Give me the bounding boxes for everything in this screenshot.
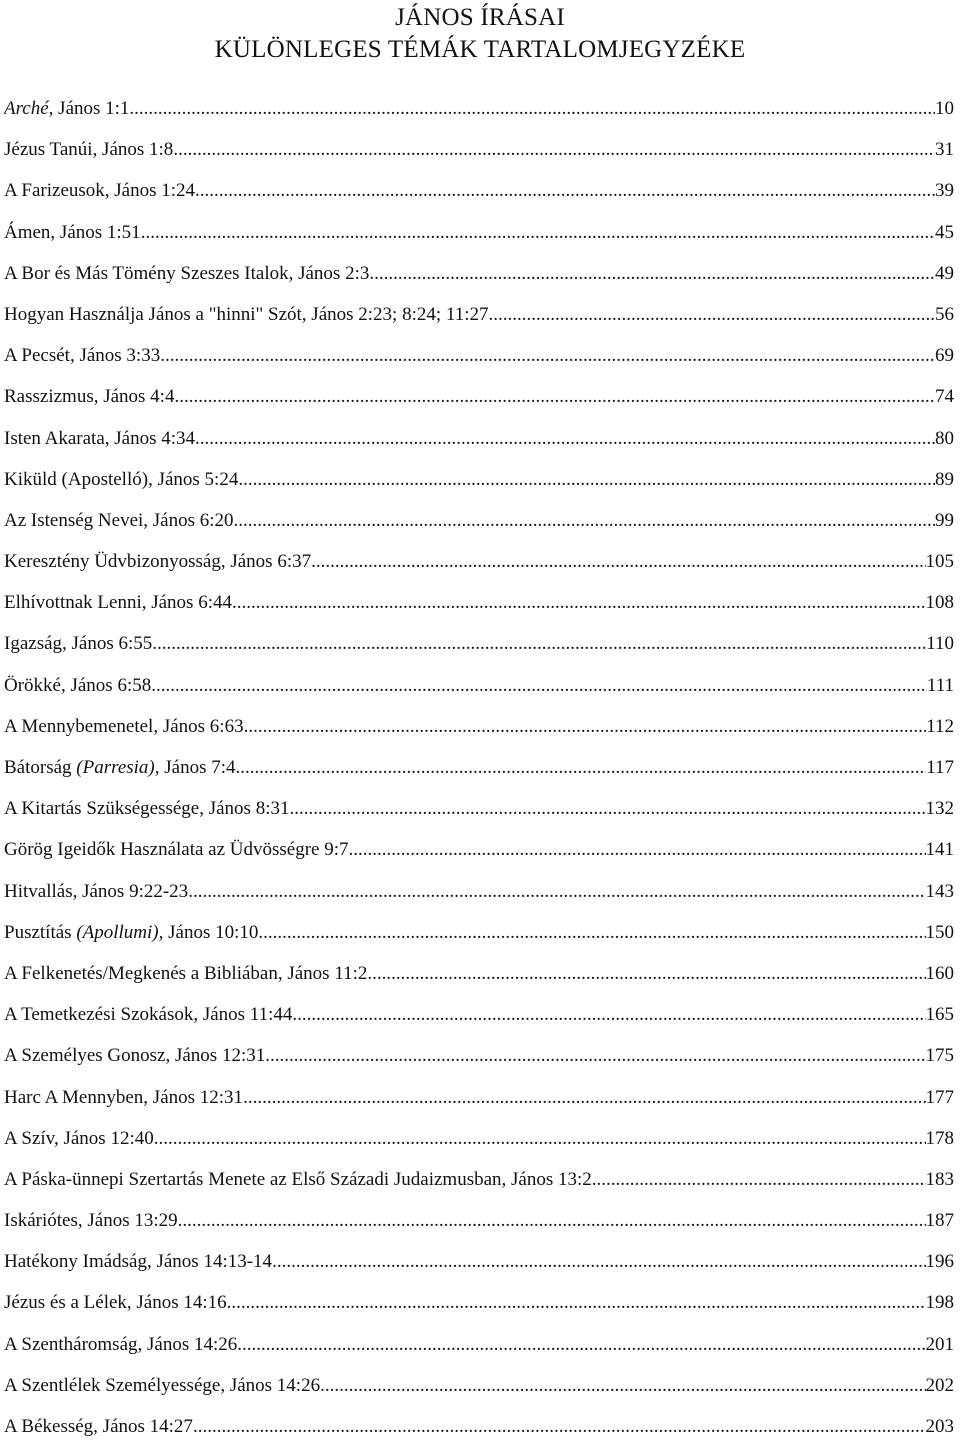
toc-entry[interactable] [4,582,954,623]
toc-entry-title [4,706,244,747]
toc-entry[interactable] [4,418,954,459]
toc-entry-title [4,871,188,912]
toc-entry-title [4,1200,178,1241]
toc-entry[interactable] [4,1282,954,1323]
toc-entry-page-number: 150 [925,921,954,943]
toc-entry-title-text: Jézus Tanúi, János 1:8 [4,139,174,161]
toc-entry-title-text: A Személyes Gonosz, János 12:31 [4,1045,266,1067]
toc-entry-title [4,747,236,788]
toc-entry-title [4,335,160,376]
toc-entry-title-text: Hogyan Használja János a "hinni" Szót, János 2:23; 8:24; 11:27 [4,303,489,325]
toc-entry-page-number: 39 [935,180,954,202]
toc-dot-leader [349,829,926,870]
toc-entry-title-text: A Felkenetés/Megkenés a Bibliában, János 11:2 [4,962,368,984]
toc-entry[interactable] [4,376,954,417]
toc-entry-title [4,1241,272,1282]
toc-entry-page-number: 177 [925,1086,954,1108]
toc-entry-title [4,541,311,582]
toc-entry[interactable] [4,1241,954,1282]
toc-entry-title-text: A Szentlélek Személyessége, János 14:26 [4,1374,321,1396]
toc-entry[interactable] [4,1200,954,1241]
toc-entry-page-number: 99 [935,509,954,531]
toc-entry-title [4,994,292,1035]
toc-entry-page-number: 165 [925,1004,954,1026]
toc-entry-title [4,1282,227,1323]
toc-dot-leader [289,788,925,829]
toc-dot-leader [188,871,925,912]
toc-entry[interactable] [4,1118,954,1159]
toc-dot-leader [272,1241,925,1282]
document-header [0,2,960,66]
toc-entry-page-number: 183 [925,1168,954,1190]
toc-entry-page-number: 105 [925,551,954,573]
toc-dot-leader [193,1406,926,1447]
toc-entry[interactable] [4,170,954,211]
toc-dot-leader [369,253,935,294]
toc-entry-title-text: Rasszizmus, János 4:4 [4,386,175,408]
toc-entry-title [4,376,174,417]
toc-dot-leader [244,706,927,747]
page-subtitle: KÜLÖNLEGES TÉMÁK TARTALOMJEGYZÉKE [214,36,746,63]
toc-entry-title [4,953,367,994]
toc-entry-title [4,1118,154,1159]
toc-entry[interactable] [4,747,954,788]
toc-entry-page-number: 111 [926,674,954,696]
toc-entry-title [4,88,129,129]
toc-entry-title-italic: Arché [4,98,49,119]
toc-entry-page-number: 175 [925,1045,954,1067]
toc-entry-page-number: 112 [926,715,954,737]
toc-dot-leader [154,1118,926,1159]
toc-dot-leader [195,170,935,211]
toc-entry-title-text: Isten Akarata, János 4:34 [4,427,196,449]
toc-entry-title [4,1406,193,1447]
toc-entry-title-text: Elhívottnak Lenni, János 6:44 [4,592,232,614]
toc-entry-title [4,129,173,170]
toc-dot-leader [236,747,927,788]
toc-entry[interactable] [4,871,954,912]
toc-entry-title [4,1077,243,1118]
page-title: JÁNOS ÍRÁSAI [395,4,565,31]
toc-entry-title-text: Görög Igeidők Használata az Üdvösségre 9:7 [4,839,349,861]
toc-entry-title [4,212,141,253]
toc-entry-title-text: A Farizeusok, János 1:24 [4,180,196,202]
toc-entry-title-text: Harc A Mennyben, János 12:31 [4,1086,244,1108]
toc-entry[interactable] [4,1035,954,1076]
toc-entry-page-number: 178 [925,1127,954,1149]
toc-entry[interactable] [4,212,954,253]
toc-entry-title [4,294,488,335]
toc-entry-title-text: Igazság, János 6:55 [4,633,153,655]
toc-entry-page-number: 117 [926,757,954,778]
toc-entry-page-number: 10 [935,98,954,119]
toc-entry-title [4,459,238,500]
toc-entry-page-number: 196 [925,1251,954,1273]
toc-dot-leader [152,623,926,664]
toc-entry-title [4,1324,237,1365]
toc-entry[interactable] [4,912,954,953]
toc-entry-title-text: A Pecsét, János 3:33 [4,345,161,367]
toc-entry-title-text: A Temetkezési Szokások, János 11:44 [4,1004,293,1026]
toc-dot-leader [151,665,927,706]
toc-entry[interactable] [4,459,954,500]
toc-entry-title [4,418,195,459]
toc-entry-title [4,912,258,953]
toc-entry[interactable] [4,1159,954,1200]
toc-entry-title [4,788,289,829]
toc-dot-leader [129,88,935,129]
toc-entry-title-text: Örökké, János 6:58 [4,674,152,696]
toc-entry-title-text: , János 1:1 [48,98,130,119]
toc-dot-leader [173,129,935,170]
table-of-contents [4,88,954,1447]
toc-entry-title-text: Hitvallás, János 9:22-23 [4,880,189,902]
toc-entry-title [4,1035,265,1076]
toc-entry-title [4,623,152,664]
toc-entry-title-text: A Mennybemenetel, János 6:63 [4,715,244,737]
toc-entry[interactable] [4,665,954,706]
toc-entry-title [4,582,232,623]
toc-dot-leader [237,1324,925,1365]
toc-entry-title-suffix: János 10:10 [163,921,259,943]
toc-entry-page-number: 69 [935,345,954,367]
toc-entry[interactable] [4,1077,954,1118]
toc-entry-title-text: Keresztény Üdvbizonyosság, János 6:37 [4,551,312,573]
toc-entry[interactable] [4,1365,954,1406]
toc-entry[interactable] [4,335,954,376]
toc-dot-leader [488,294,935,335]
toc-entry-title-text: A Kitartás Szükségessége, János 8:31 [4,798,290,820]
toc-entry-title-italic: (Parresia) [76,757,155,778]
toc-dot-leader [320,1365,925,1406]
toc-dot-leader [243,1077,925,1118]
toc-entry-title-text: A Bor és Más Tömény Szeszes Italok, János 2:3 [4,262,370,284]
toc-entry-title-text: Az Istenség Nevei, János 6:20 [4,509,234,531]
toc-entry-title-text: A Szív, János 12:40 [4,1127,154,1149]
toc-dot-leader [160,335,935,376]
toc-entry-title [4,170,195,211]
toc-entry-title-text: A Békesség, János 14:27 [4,1416,193,1437]
toc-dot-leader [367,953,925,994]
toc-entry[interactable] [4,1324,954,1365]
toc-dot-leader [292,994,925,1035]
toc-entry[interactable] [4,953,954,994]
toc-entry[interactable] [4,253,954,294]
toc-entry-page-number: 132 [925,798,954,820]
toc-entry[interactable] [4,88,954,129]
toc-dot-leader [258,912,925,953]
toc-entry-title [4,500,234,541]
toc-entry-page-number: 143 [925,880,954,902]
toc-entry-title-text: Kiküld (Apostelló), János 5:24 [4,468,239,490]
toc-entry[interactable] [4,829,954,870]
toc-entry[interactable] [4,706,954,747]
toc-entry-page-number: 198 [925,1292,954,1314]
toc-entry-title-text: Bátorság [4,757,77,778]
toc-dot-leader [174,376,935,417]
toc-entry[interactable] [4,500,954,541]
toc-entry-title-text: Hatékony Imádság, János 14:13-14 [4,1251,273,1273]
toc-dot-leader [592,1159,926,1200]
toc-entry-page-number: 31 [935,139,954,161]
toc-entry-page-number: 187 [925,1210,954,1232]
toc-entry-page-number: 202 [925,1374,954,1396]
toc-entry-page-number: 49 [935,262,954,284]
toc-entry-page-number: 160 [925,962,954,984]
toc-dot-leader [232,582,926,623]
toc-entry-page-number: 56 [935,303,954,325]
toc-dot-leader [195,418,935,459]
toc-entry-page-number: 203 [925,1416,954,1437]
toc-entry-title [4,665,151,706]
toc-entry-page-number: 141 [925,839,954,861]
toc-entry-title-text: Ámen, János 1:51 [4,221,141,243]
toc-entry-page-number: 80 [935,427,954,449]
toc-dot-leader [265,1035,925,1076]
toc-dot-leader [238,459,935,500]
toc-entry[interactable] [4,994,954,1035]
toc-entry[interactable] [4,541,954,582]
toc-entry-page-number: 201 [925,1333,954,1355]
toc-entry-title [4,829,349,870]
toc-entry-title [4,1365,320,1406]
toc-entry-title [4,1159,592,1200]
toc-dot-leader [311,541,925,582]
toc-entry-page-number: 74 [935,386,954,408]
toc-entry-page-number: 110 [926,633,954,655]
toc-dot-leader [234,500,935,541]
toc-entry-title-italic: (Apollumi), [76,921,164,943]
toc-entry-page-number: 89 [935,468,954,490]
toc-entry[interactable] [4,129,954,170]
toc-entry-title-text: Pusztítás [4,921,77,943]
toc-entry-title-text: A Szentháromság, János 14:26 [4,1333,238,1355]
toc-entry-title-text: A Páska-ünnepi Szertartás Menete az Első Századi Judaizmusban, János 13:2 [4,1168,592,1190]
toc-entry[interactable] [4,623,954,664]
toc-entry-title-text: Iskáriótes, János 13:29 [4,1210,178,1232]
toc-dot-leader [227,1282,926,1323]
toc-entry-page-number: 45 [935,221,954,243]
toc-entry-title-suffix: , János 7:4 [154,757,236,778]
toc-entry[interactable] [4,294,954,335]
toc-entry-title-text: Jézus és a Lélek, János 14:16 [4,1292,227,1314]
toc-dot-leader [141,212,935,253]
toc-entry[interactable] [4,1406,954,1447]
toc-entry[interactable] [4,788,954,829]
toc-entry-title [4,253,369,294]
toc-entry-page-number: 108 [925,592,954,614]
toc-dot-leader [178,1200,926,1241]
